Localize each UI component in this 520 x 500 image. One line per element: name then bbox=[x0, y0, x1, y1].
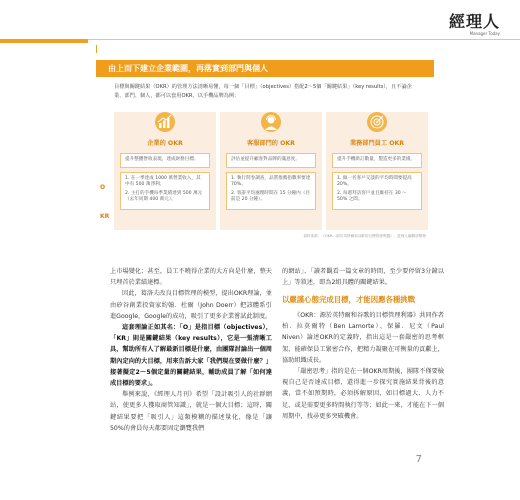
infographic-intro: 目標與關鍵結果（OKR）的管理方法清晰易懂，每一個「目標」（objectives）搭配2～5個「關鍵結果」（key results），且不論企業、部門、個人，都可以套用OKR，以手機品牌為例： bbox=[114, 84, 412, 99]
article-paragraph: 因此，葛洛夫改良目標管理的模型，提出OKR理論，並由矽谷創業投資家約翰．杜爾（John Doerr）把該體系引進Google，Google的成功，吸引了更多企業嘗試此制度。 bbox=[110, 290, 272, 320]
okr-column-company bbox=[114, 112, 216, 230]
okr-columns bbox=[114, 112, 428, 230]
logo-subtitle: Manager Today bbox=[469, 31, 500, 36]
column-title: 客服部門的 OKR bbox=[247, 140, 295, 147]
article-paragraph: 「嚴密思考」指的是在一個OKR周期後，團隊不僅要檢視自己是否達成目標，還得進一步探究實施結果背後的意義，當不如預期時，必須拆解原因，如目標過大、人力不足，或是需要更多時間執行等等；如此一來，才能在下一個周期中，找尋更多突破機會。 bbox=[282, 367, 444, 420]
header-accent-stripe bbox=[0, 39, 88, 43]
column-title: 業務部門員工 OKR bbox=[349, 140, 405, 147]
key-results-box bbox=[120, 172, 210, 210]
column-title: 企業的 OKR bbox=[147, 140, 183, 147]
growth-chart-icon bbox=[154, 112, 176, 132]
article-paragraph: 《OKR：源於英特爾和谷歌的目標管理利器》共同作者柏．拉莫爾特（Ben Lamorte）、保羅．尼文（Paul Niven）論述OKR的定義時，指出這是一套嚴密的思考框架，能確保員工緊密合作，把精力凝聚在可衡量的貢獻上，協助組織成長。 bbox=[282, 311, 444, 364]
target-dart-icon bbox=[366, 112, 388, 132]
publication-logo bbox=[449, 14, 500, 36]
key-result: 2. 客訴平均處理時間在 15 分鐘內（目前是 20 分鐘）。 bbox=[231, 190, 310, 203]
key-results-row-label: KR bbox=[100, 213, 110, 220]
objective-box: 提升手機新訂數量，製造更多的業績。 bbox=[332, 153, 422, 168]
article-column-left bbox=[110, 266, 272, 434]
key-result: 1. 做一名客戶交談的平均時間要提高 20%。 bbox=[337, 175, 412, 188]
objective-row-label: O bbox=[100, 184, 106, 191]
margin-marker bbox=[96, 45, 97, 53]
article-paragraph-emphasis: 這套理論正如其名：「O」是指目標（objectives），「KR」則是關鍵結果（key results），它是一張清晰工具，幫助所有人了解最新目標是什麼，由團隊討論出一個周期內定向的大目標，用來告訴大家「我們現在要做什麼？」接著擬定2～5個定量的關鍵結果，輔助成員了解「如何達成目標的要求」。 bbox=[110, 324, 272, 388]
infographic-header bbox=[96, 60, 434, 77]
section-subheading: 以嚴謹心態完成目標，才能因應各種挑戰 bbox=[282, 295, 416, 305]
objective-box: 評估並提升顧客對品牌的滿意度。 bbox=[226, 153, 316, 168]
okr-column-customer-service bbox=[220, 112, 322, 230]
key-result: 1. 在一季達成 1000 萬營業收入，其中有 500 萬淨利。 bbox=[125, 175, 201, 188]
article-column-right bbox=[282, 266, 444, 422]
figure-source-note: 資料來源：《OKR：源於英特爾和谷歌的目標管理利器》，經理人編輯部整理 bbox=[303, 234, 426, 238]
key-result: 2. 每週拜訪客戶並且維持在 30 ～ 50% 之間。 bbox=[337, 190, 407, 203]
key-results-box bbox=[332, 172, 422, 210]
article-paragraph: 的網站」、「讀者觀看一篇文章的時間，至少要停留3分鐘以上」等敘述，即為2組具體的關鍵結果。 bbox=[282, 268, 444, 287]
key-results-box bbox=[226, 172, 316, 210]
key-result: 1. 執行問卷調查，品質推薦指數率要達 70%。 bbox=[231, 175, 311, 188]
page-number: 7 bbox=[415, 454, 422, 465]
okr-column-sales-employee bbox=[326, 112, 428, 230]
logo-title: 經理人 bbox=[448, 12, 500, 31]
infographic-title: 由上而下建立企業範圍，再落實到部門與個人 bbox=[108, 64, 268, 73]
article-paragraph: 舉例來說，《經理人月刊》希望「設計吸引人的社群網站，使更多人獲取商管知識」，就是一個大目標；這時，關鍵結果要把「吸引人」這類模糊的描述量化，像是「讓50%的會員每天都要固定瀏覽我們 bbox=[110, 391, 272, 432]
row-labels bbox=[100, 184, 109, 220]
okr-infographic bbox=[96, 60, 434, 246]
article-paragraph: 上市場變化；甚至，員工不曉得企業的大方向是什麼，整天只埋首於業績達標。 bbox=[110, 268, 272, 287]
headset-agent-icon bbox=[260, 112, 282, 132]
objective-box: 提升整體營收表現，達成財務目標。 bbox=[120, 153, 210, 168]
key-result: 2. 主打的手機每季業績達到 500 萬元（去年同期 400 萬元）。 bbox=[125, 190, 203, 203]
